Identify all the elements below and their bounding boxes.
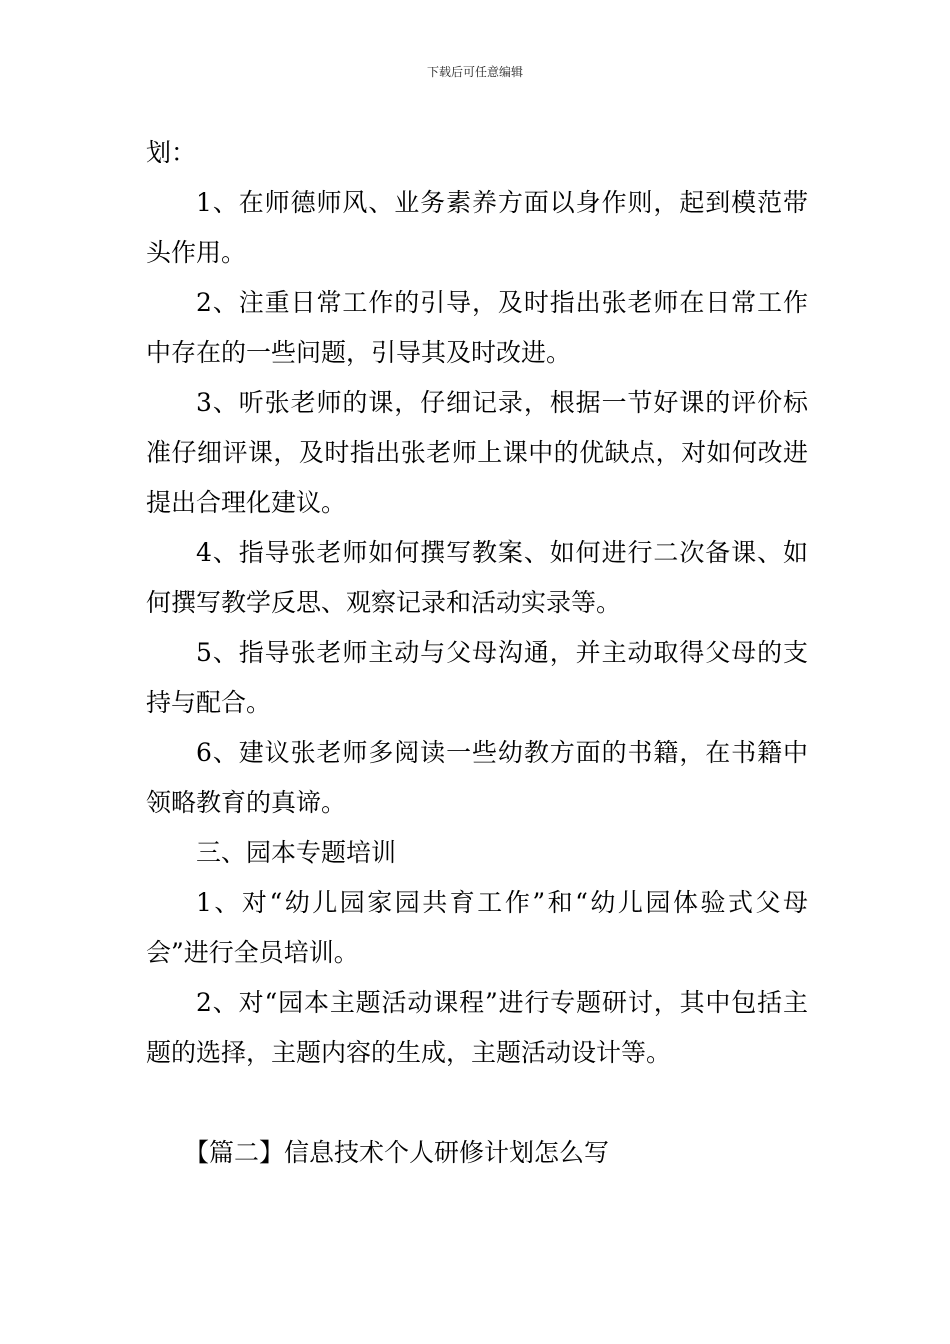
- page-header: 下载后可任意编辑: [426, 65, 523, 79]
- paragraph-item-4: 4、指导张老师如何撰写教案、如何进行二次备课、如何撰写教学反思、观察记录和活动实录等。: [146, 538, 808, 617]
- section-title: 【篇二】信息技术个人研修计划怎么写: [184, 1138, 610, 1167]
- paragraph-item-5: 5、指导张老师主动与父母沟通，并主动取得父母的支持与配合。: [146, 638, 808, 717]
- paragraph-training-2: 2、对“园本主题活动课程”进行专题研讨，其中包括主题的选择，主题内容的生成，主题活动设计等。: [146, 988, 808, 1067]
- section-spacer: [146, 1078, 808, 1128]
- paragraph-item-1: 1、在师德师风、业务素养方面以身作则，起到模范带头作用。: [146, 188, 808, 267]
- document-body: [146, 128, 808, 1178]
- subsection-heading: 三、园本专题培训: [196, 838, 397, 867]
- paragraph-item-6: 6、建议张老师多阅读一些幼教方面的书籍，在书籍中领略教育的真谛。: [146, 738, 808, 817]
- paragraph-continuation: 划：: [146, 138, 197, 167]
- paragraph-item-3: 3、听张老师的课，仔细记录，根据一节好课的评价标准仔细评课，及时指出张老师上课中的优缺点，对如何改进提出合理化建议。: [146, 388, 808, 517]
- paragraph-training-1: 1、对“幼儿园家园共育工作”和“幼儿园体验式父母会”进行全员培训。: [146, 888, 808, 967]
- paragraph-item-2: 2、注重日常工作的引导，及时指出张老师在日常工作中存在的一些问题，引导其及时改进。: [146, 288, 808, 367]
